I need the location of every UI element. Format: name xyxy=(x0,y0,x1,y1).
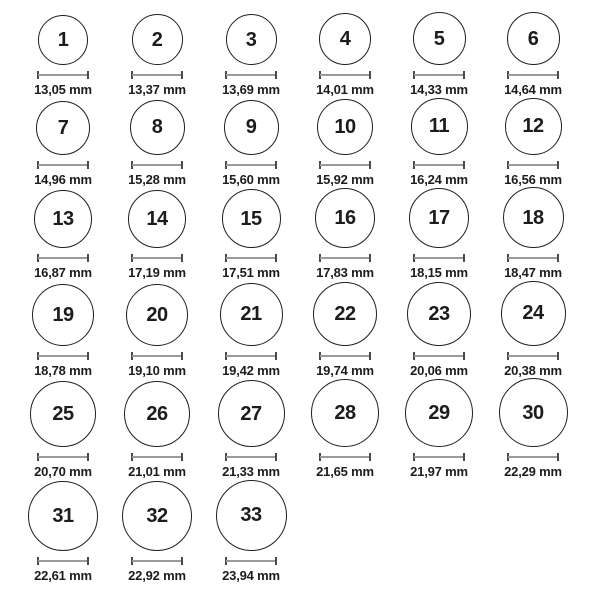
diameter-label: 23,94 mm xyxy=(222,567,280,583)
dimension-right-tick xyxy=(181,453,183,461)
diameter-label: 14,64 mm xyxy=(504,82,562,97)
dimension-right-tick xyxy=(87,254,89,262)
ring-circle xyxy=(507,12,560,65)
dimension-rule xyxy=(38,74,88,76)
diameter-dimension-line-icon xyxy=(225,557,277,565)
ring-size-number: 17 xyxy=(428,207,450,230)
diameter-label: 22,61 mm xyxy=(34,567,92,583)
dimension-rule xyxy=(414,257,464,259)
dimension-rule xyxy=(132,355,182,357)
ring-size-item xyxy=(486,281,580,379)
ring-circle xyxy=(405,379,473,447)
ring-circle xyxy=(124,381,190,447)
dimension-right-tick xyxy=(181,352,183,360)
ring-size-number: 27 xyxy=(240,402,262,425)
ring-size-number: 12 xyxy=(522,115,544,138)
diameter-label: 21,65 mm xyxy=(316,464,374,480)
ring-circle xyxy=(317,99,373,155)
diameter-label: 21,97 mm xyxy=(410,464,468,480)
ring-circle xyxy=(411,98,468,155)
chart-row xyxy=(16,480,580,584)
diameter-dimension-line-icon xyxy=(507,254,559,262)
diameter-dimension-line-icon xyxy=(225,453,277,461)
ring-size-item xyxy=(392,282,486,379)
diameter-dimension-line-icon xyxy=(225,161,277,169)
chart-row xyxy=(16,378,580,480)
diameter-dimension-line-icon xyxy=(37,453,89,461)
ring-size-number: 14 xyxy=(146,208,168,231)
diameter-label: 21,01 mm xyxy=(128,464,186,480)
ring-size-number: 6 xyxy=(527,27,539,50)
diameter-label: 17,19 mm xyxy=(128,265,186,281)
ring-circle xyxy=(407,282,471,346)
diameter-dimension-line-icon xyxy=(37,161,89,169)
ring-size-number: 9 xyxy=(245,116,257,139)
ring-size-number: 33 xyxy=(240,504,262,527)
diameter-label: 14,96 mm xyxy=(34,171,92,187)
diameter-label: 16,24 mm xyxy=(410,171,468,187)
diameter-label: 13,69 mm xyxy=(222,82,280,97)
ring-circle xyxy=(122,481,192,551)
ring-size-number: 10 xyxy=(334,115,356,138)
diameter-dimension-line-icon xyxy=(131,557,183,565)
chart-row xyxy=(16,12,580,98)
ring-size-item xyxy=(486,378,580,480)
diameter-dimension-line-icon xyxy=(131,254,183,262)
diameter-dimension-line-icon xyxy=(413,71,465,79)
diameter-label: 22,92 mm xyxy=(128,567,186,583)
ring-size-item xyxy=(298,188,392,281)
dimension-right-tick xyxy=(181,71,183,79)
ring-size-number: 13 xyxy=(52,208,74,231)
dimension-right-tick xyxy=(275,557,277,565)
dimension-rule xyxy=(508,74,558,76)
diameter-dimension-line-icon xyxy=(37,352,89,360)
dimension-right-tick xyxy=(87,71,89,79)
ring-size-number: 31 xyxy=(52,504,74,527)
dimension-rule xyxy=(414,74,464,76)
ring-size-item xyxy=(110,100,204,188)
diameter-dimension-line-icon xyxy=(225,71,277,79)
ring-size-number: 30 xyxy=(522,401,544,424)
ring-circle xyxy=(34,190,92,248)
ring-circle xyxy=(220,283,283,346)
ring-size-number: 24 xyxy=(522,302,544,325)
dimension-rule xyxy=(132,257,182,259)
diameter-dimension-line-icon xyxy=(131,161,183,169)
diameter-label: 19,42 mm xyxy=(222,362,280,378)
ring-size-number: 21 xyxy=(240,303,262,326)
dimension-rule xyxy=(38,257,88,259)
ring-size-item xyxy=(392,98,486,188)
ring-size-number: 28 xyxy=(334,402,356,425)
dimension-right-tick xyxy=(463,254,465,262)
ring-circle xyxy=(319,13,371,65)
ring-size-item xyxy=(298,13,392,98)
diameter-dimension-line-icon xyxy=(507,453,559,461)
ring-size-number: 3 xyxy=(245,28,257,51)
dimension-right-tick xyxy=(557,453,559,461)
ring-size-item xyxy=(392,188,486,281)
ring-size-number: 22 xyxy=(334,302,356,325)
ring-size-number: 7 xyxy=(57,116,69,139)
dimension-rule xyxy=(414,355,464,357)
diameter-label: 14,33 mm xyxy=(410,82,468,97)
ring-circle xyxy=(128,190,186,248)
diameter-label: 19,10 mm xyxy=(128,362,186,378)
diameter-dimension-line-icon xyxy=(413,352,465,360)
diameter-dimension-line-icon xyxy=(413,161,465,169)
ring-size-item xyxy=(486,12,580,98)
dimension-rule xyxy=(320,74,370,76)
dimension-right-tick xyxy=(557,161,559,169)
ring-size-number: 1 xyxy=(57,29,69,51)
dimension-right-tick xyxy=(87,352,89,360)
dimension-rule xyxy=(226,164,276,166)
ring-circle xyxy=(413,12,466,65)
ring-circle xyxy=(218,380,285,447)
ring-size-number: 18 xyxy=(522,206,544,229)
ring-circle xyxy=(38,15,88,65)
dimension-rule xyxy=(226,74,276,76)
diameter-label: 18,47 mm xyxy=(504,265,562,281)
ring-circle xyxy=(28,481,98,551)
diameter-label: 13,37 mm xyxy=(128,82,186,97)
dimension-right-tick xyxy=(275,453,277,461)
dimension-right-tick xyxy=(87,161,89,169)
ring-size-item xyxy=(392,379,486,480)
diameter-dimension-line-icon xyxy=(131,352,183,360)
dimension-rule xyxy=(226,355,276,357)
ring-size-item xyxy=(16,381,110,480)
diameter-dimension-line-icon xyxy=(319,254,371,262)
dimension-rule xyxy=(508,456,558,458)
diameter-dimension-line-icon xyxy=(225,352,277,360)
ring-circle xyxy=(505,98,562,155)
ring-circle xyxy=(315,188,375,248)
diameter-label: 22,29 mm xyxy=(504,464,562,480)
diameter-dimension-line-icon xyxy=(131,71,183,79)
diameter-dimension-line-icon xyxy=(507,352,559,360)
dimension-right-tick xyxy=(369,254,371,262)
chart-row xyxy=(16,187,580,281)
ring-size-item xyxy=(298,379,392,480)
ring-size-item xyxy=(486,187,580,281)
ring-size-number: 2 xyxy=(151,28,163,51)
chart-row xyxy=(16,281,580,379)
ring-size-item xyxy=(110,481,204,584)
dimension-rule xyxy=(38,164,88,166)
dimension-right-tick xyxy=(181,557,183,565)
diameter-label: 20,38 mm xyxy=(504,362,562,378)
ring-size-item xyxy=(204,14,298,98)
ring-size-item xyxy=(110,381,204,480)
dimension-rule xyxy=(320,257,370,259)
dimension-rule xyxy=(132,560,182,562)
diameter-dimension-line-icon xyxy=(507,161,559,169)
ring-circle xyxy=(126,284,188,346)
dimension-right-tick xyxy=(369,352,371,360)
ring-size-item xyxy=(204,283,298,379)
diameter-dimension-line-icon xyxy=(319,453,371,461)
diameter-dimension-line-icon xyxy=(225,254,277,262)
diameter-label: 16,87 mm xyxy=(34,265,92,281)
ring-size-number: 26 xyxy=(146,403,168,426)
dimension-right-tick xyxy=(275,352,277,360)
diameter-dimension-line-icon xyxy=(37,557,89,565)
diameter-label: 20,06 mm xyxy=(410,362,468,378)
dimension-right-tick xyxy=(369,71,371,79)
dimension-right-tick xyxy=(463,71,465,79)
ring-circle xyxy=(409,188,469,248)
ring-size-number: 32 xyxy=(146,504,168,527)
ring-circle xyxy=(224,100,279,155)
ring-size-number: 19 xyxy=(52,303,74,326)
dimension-right-tick xyxy=(275,254,277,262)
ring-circle xyxy=(216,480,287,551)
ring-size-number: 25 xyxy=(52,403,74,426)
diameter-label: 15,60 mm xyxy=(222,171,280,187)
ring-circle xyxy=(130,100,185,155)
dimension-right-tick xyxy=(275,71,277,79)
ring-size-item xyxy=(298,282,392,379)
ring-size-number: 16 xyxy=(334,207,356,230)
dimension-right-tick xyxy=(181,161,183,169)
diameter-dimension-line-icon xyxy=(319,161,371,169)
diameter-label: 20,70 mm xyxy=(34,464,92,480)
diameter-dimension-line-icon xyxy=(37,254,89,262)
ring-circle xyxy=(499,378,568,447)
dimension-rule xyxy=(132,456,182,458)
diameter-dimension-line-icon xyxy=(319,352,371,360)
dimension-right-tick xyxy=(463,352,465,360)
diameter-dimension-line-icon xyxy=(413,254,465,262)
ring-circle xyxy=(32,284,94,346)
ring-size-item xyxy=(204,480,298,584)
ring-size-number: 8 xyxy=(151,116,163,139)
dimension-rule xyxy=(132,164,182,166)
ring-size-item xyxy=(16,15,110,98)
diameter-label: 17,51 mm xyxy=(222,265,280,281)
dimension-rule xyxy=(132,74,182,76)
ring-circle xyxy=(222,189,281,248)
ring-size-item xyxy=(204,189,298,281)
dimension-rule xyxy=(320,456,370,458)
dimension-rule xyxy=(508,355,558,357)
ring-size-item xyxy=(204,380,298,480)
dimension-right-tick xyxy=(369,453,371,461)
dimension-rule xyxy=(226,560,276,562)
diameter-label: 14,01 mm xyxy=(316,82,374,97)
ring-size-item xyxy=(16,190,110,281)
dimension-right-tick xyxy=(463,161,465,169)
dimension-rule xyxy=(320,355,370,357)
dimension-right-tick xyxy=(557,71,559,79)
dimension-right-tick xyxy=(275,161,277,169)
ring-circle xyxy=(36,101,90,155)
diameter-dimension-line-icon xyxy=(413,453,465,461)
dimension-right-tick xyxy=(463,453,465,461)
ring-size-item xyxy=(16,481,110,584)
ring-size-item xyxy=(110,284,204,379)
ring-size-number: 4 xyxy=(339,28,351,50)
ring-size-item xyxy=(204,100,298,188)
ring-size-number: 23 xyxy=(428,302,450,325)
diameter-label: 13,05 mm xyxy=(34,82,92,97)
ring-size-item xyxy=(16,101,110,188)
ring-size-item xyxy=(110,14,204,98)
dimension-rule xyxy=(226,456,276,458)
dimension-rule xyxy=(38,560,88,562)
dimension-rule xyxy=(414,164,464,166)
dimension-rule xyxy=(508,164,558,166)
ring-circle xyxy=(132,14,183,65)
ring-size-number: 11 xyxy=(428,115,450,138)
dimension-right-tick xyxy=(557,352,559,360)
ring-size-number: 15 xyxy=(240,207,262,230)
dimension-rule xyxy=(226,257,276,259)
dimension-right-tick xyxy=(181,254,183,262)
diameter-dimension-line-icon xyxy=(319,71,371,79)
diameter-label: 18,15 mm xyxy=(410,265,468,281)
ring-circle xyxy=(503,187,564,248)
diameter-dimension-line-icon xyxy=(507,71,559,79)
dimension-rule xyxy=(320,164,370,166)
diameter-label: 15,92 mm xyxy=(316,171,374,187)
diameter-label: 16,56 mm xyxy=(504,171,562,187)
ring-circle xyxy=(30,381,96,447)
dimension-right-tick xyxy=(557,254,559,262)
dimension-rule xyxy=(414,456,464,458)
ring-circle xyxy=(313,282,377,346)
ring-size-item xyxy=(298,99,392,188)
dimension-rule xyxy=(38,355,88,357)
dimension-rule xyxy=(508,257,558,259)
diameter-dimension-line-icon xyxy=(131,453,183,461)
ring-circle xyxy=(311,379,379,447)
dimension-right-tick xyxy=(87,453,89,461)
diameter-dimension-line-icon xyxy=(37,71,89,79)
diameter-label: 19,74 mm xyxy=(316,362,374,378)
ring-circle xyxy=(226,14,277,65)
diameter-label: 17,83 mm xyxy=(316,265,374,281)
ring-circle xyxy=(501,281,566,346)
ring-size-item xyxy=(110,190,204,281)
ring-size-number: 29 xyxy=(428,402,450,425)
dimension-right-tick xyxy=(369,161,371,169)
diameter-label: 15,28 mm xyxy=(128,171,186,187)
ring-size-number: 20 xyxy=(146,303,168,326)
dimension-right-tick xyxy=(87,557,89,565)
ring-size-number: 5 xyxy=(433,27,445,50)
ring-size-item xyxy=(486,98,580,188)
diameter-label: 18,78 mm xyxy=(34,362,92,378)
ring-size-item xyxy=(16,284,110,379)
chart-row xyxy=(16,98,580,188)
diameter-label: 21,33 mm xyxy=(222,464,280,480)
dimension-rule xyxy=(38,456,88,458)
ring-size-item xyxy=(392,12,486,98)
